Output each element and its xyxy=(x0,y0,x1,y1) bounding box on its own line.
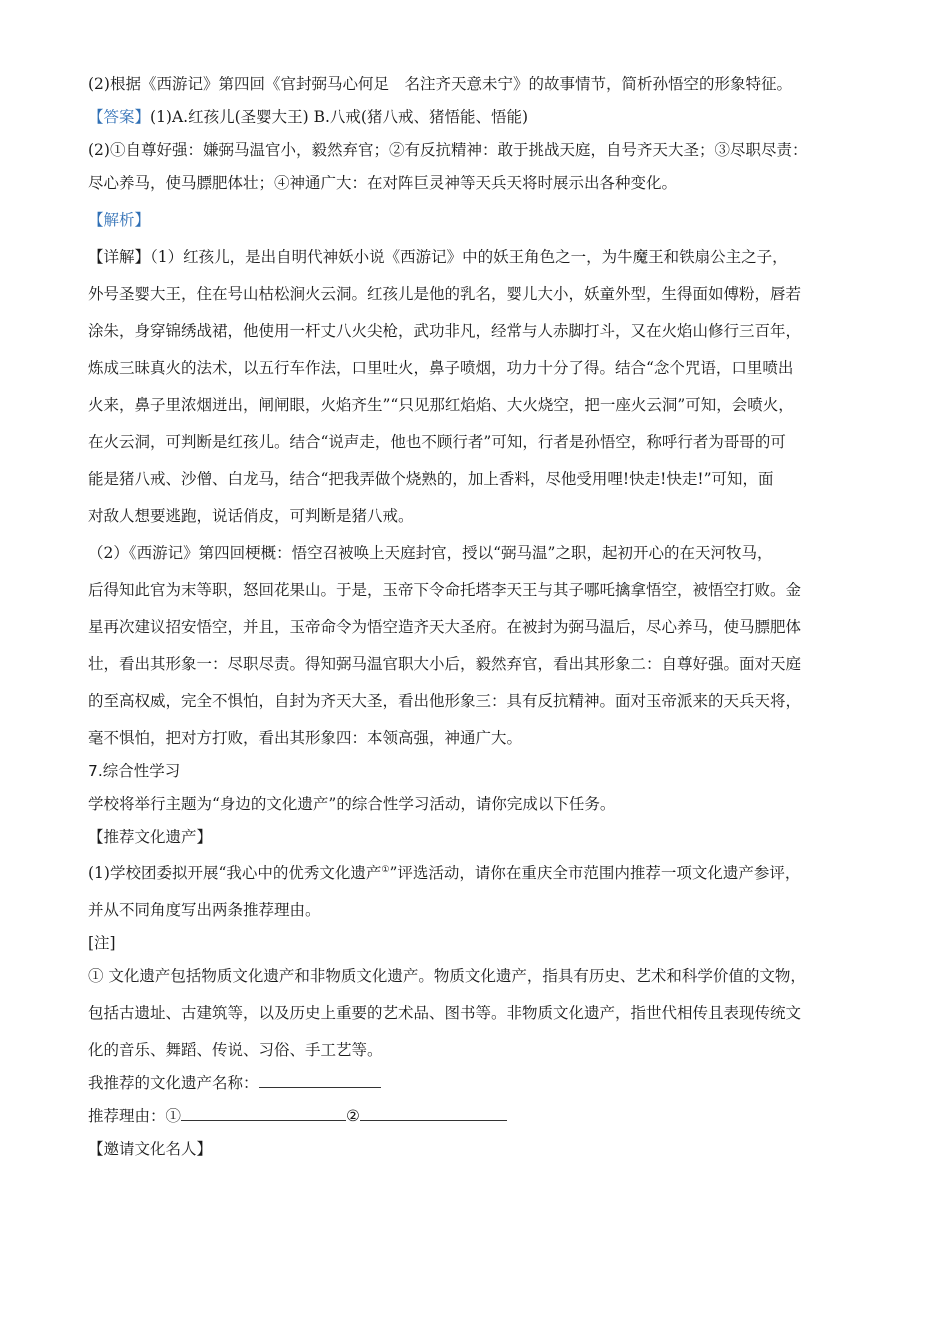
analysis-line: 对敌人想要逃跑，说话俏皮，可判断是猪八戒。 xyxy=(88,507,414,525)
answer-line-2: (2)①自尊好强：嫌弼马温官小，毅然弃官；②有反抗精神：敢于挑战天庭，自号齐天大圣；③尽职尽责： xyxy=(88,141,808,159)
note-line: 化的音乐、舞蹈、传说、习俗、手工艺等。 xyxy=(88,1041,383,1060)
analysis-line: 炼成三昧真火的法术，以五行车作法，口里吐火，鼻子喷烟，功力十分了得。结合“念个咒语，口里喷出 xyxy=(88,359,794,377)
answer-tag: 【答案】 xyxy=(88,108,151,126)
analysis-line: （2）《西游记》第四回梗概：悟空召被唤上天庭封官，授以“弼马温”之职，起初开心的在天河牧马， xyxy=(88,544,773,562)
reason-1-blank[interactable] xyxy=(181,1106,346,1121)
analysis-line: 涂朱，身穿锦绣战裙，他使用一杆丈八火尖枪，武功非凡，经常与人赤脚打斗，又在火焰山修行三百年， xyxy=(88,322,802,340)
reason-row: 推荐理由：① ② xyxy=(88,1106,878,1126)
footnote-marker: ① xyxy=(381,865,390,875)
question-2-prompt: (2)根据《西游记》第四回《官封弼马心何足 名注齐天意未宁》的故事情节，简析孙悟空的形象特征。 xyxy=(88,75,792,93)
analysis-line: 毫不惧怕，把对方打败，看出其形象四：本领高强，神通广大。 xyxy=(88,729,523,747)
analysis-line: 在火云洞，可判断是红孩儿。结合“说声走，他也不顾行者”可知，行者是孙悟空，称呼行者为哥哥的可 xyxy=(88,433,786,451)
analysis-line: 能是猪八戒、沙僧、白龙马，结合“把我弄做个烧熟的，加上香料，尽他受用哩!快走!快走!”可知，面 xyxy=(88,470,774,488)
heritage-name-blank[interactable] xyxy=(259,1073,381,1088)
question-7-title: 7.综合性学习 xyxy=(88,762,181,780)
analysis-tag: 【解析】 xyxy=(88,211,151,229)
analysis-line: 星再次建议招安悟空，并且，玉帝命令为悟空造齐天大圣府。在被封为弼马温后，尽心养马，使马膘肥体 xyxy=(88,618,802,636)
analysis-line: 外号圣婴大王，住在号山枯松涧火云洞。红孩儿是他的乳名，婴儿大小，妖童外型，生得面如傅粉，唇若 xyxy=(88,285,802,303)
analysis-line: 壮，看出其形象一：尽职尽责。得知弼马温官职大小后，毅然弃官，看出其形象二：自尊好强。面对天庭 xyxy=(88,655,802,673)
reason-2-blank[interactable] xyxy=(360,1106,507,1121)
section-recommend-heritage: 【推荐文化遗产】 xyxy=(88,828,213,846)
analysis-line: 火来，鼻子里浓烟迸出，闸闸眼，火焰齐生”“只见那红焰焰、大火烧空，把一座火云洞”可知，会喷火， xyxy=(88,396,794,414)
answer-line-1 xyxy=(88,107,878,127)
note-line: 包括古遗址、古建筑等，以及历史上重要的艺术品、图书等。非物质文化遗产，指世代相传且表现传统文 xyxy=(88,1004,802,1023)
document-page xyxy=(88,74,878,1159)
answer-part-1: (1)A.红孩儿(圣婴大王) B.八戒(猪八戒、猪悟能、悟能) xyxy=(150,108,529,126)
analysis-line: 【详解】（1）红孩儿，是出自明代神妖小说《西游记》中的妖王角色之一，为牛魔王和铁扇公主之子， xyxy=(88,248,788,266)
question-7-intro: 学校将举行主题为“身边的文化遗产”的综合性学习活动，请你完成以下任务。 xyxy=(88,795,616,813)
answer-line-3: 尽心养马，使马膘肥体壮；④神通广大：在对阵巨灵神等天兵天将时展示出各种变化。 xyxy=(88,174,678,192)
heritage-name-row: 我推荐的文化遗产名称： xyxy=(88,1073,878,1093)
analysis-line: 的至高权威，完全不惧怕，自封为齐天大圣，看出他形象三：具有反抗精神。面对玉帝派来的天兵天将， xyxy=(88,692,802,710)
analysis-line: 后得知此官为末等职，怒回花果山。于是，玉帝下令命托塔李天王与其子哪吒擒拿悟空，被悟空打败。金 xyxy=(88,581,802,599)
note-label: [注] xyxy=(88,934,116,953)
note-line: ① 文化遗产包括物质文化遗产和非物质文化遗产。物质文化遗产，指具有历史、艺术和科学价值的文物， xyxy=(88,967,806,986)
section-invite-celebrity: 【邀请文化名人】 xyxy=(88,1140,213,1159)
task-1-line-2: 并从不同角度写出两条推荐理由。 xyxy=(88,901,321,920)
task-1-line-1: (1)学校团委拟开展“我心中的优秀文化遗产①”评选活动，请你在重庆全市范围内推荐一项文化遗产参评， xyxy=(88,864,801,883)
